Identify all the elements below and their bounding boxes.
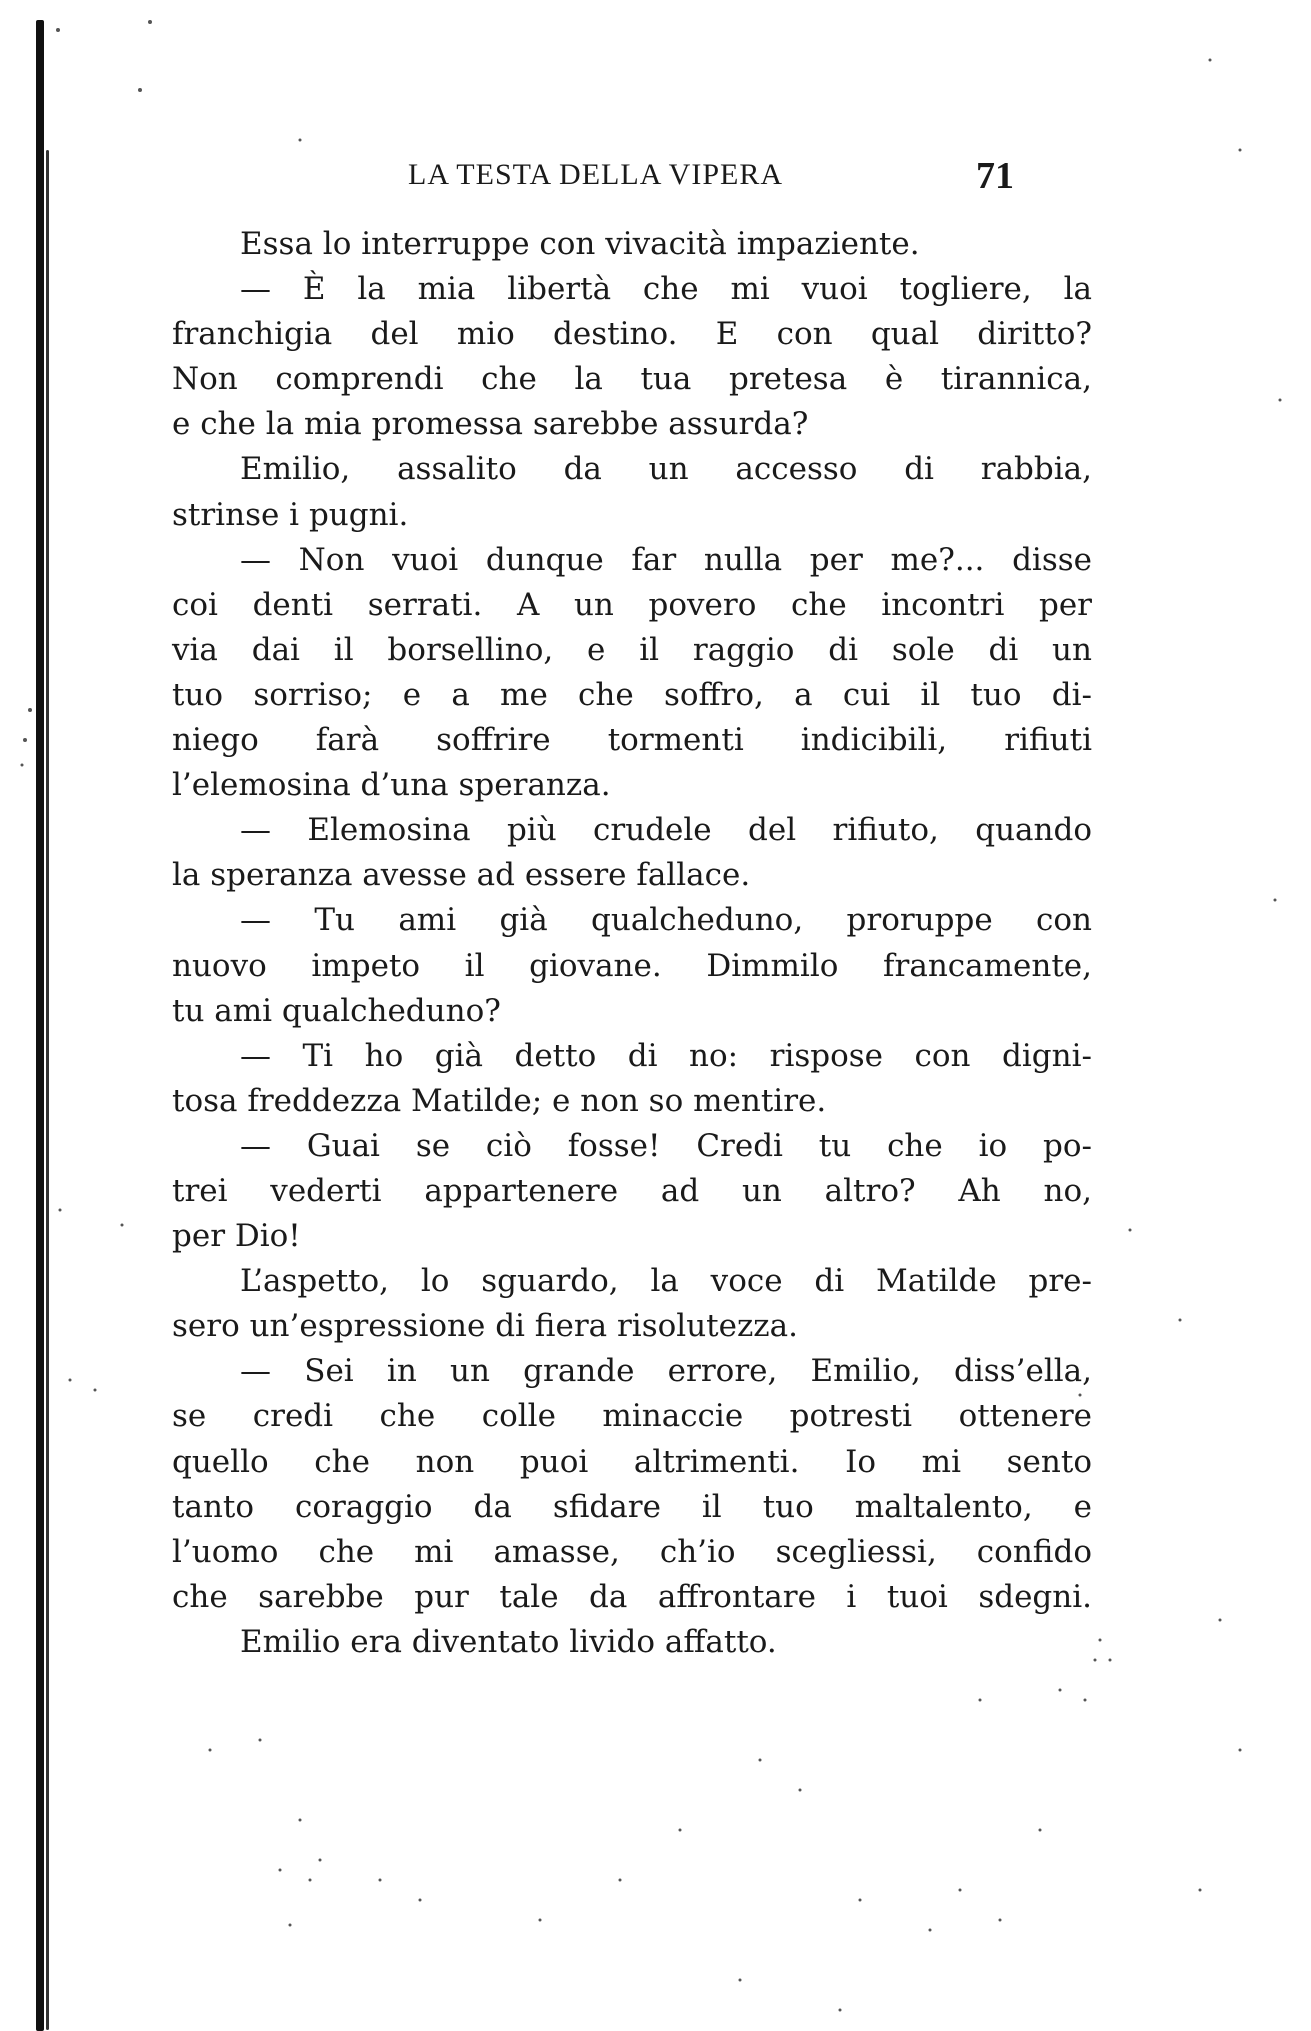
text-line: la speranza avesse ad essere fallace. bbox=[172, 857, 751, 894]
text-line: trei vederti appartenere ad un altro? Ah no, bbox=[172, 1172, 1092, 1209]
text-line: strinse i pugni. bbox=[172, 496, 409, 533]
text-line: via dai il borsellino, e il raggio di sole di un bbox=[172, 631, 1092, 668]
text-line: — Ti ho già detto di no: rispose con digni- bbox=[240, 1037, 1092, 1074]
text-line: quello che non puoi altrimenti. Io mi sento bbox=[172, 1443, 1092, 1480]
running-header-title: LA TESTA DELLA VIPERA bbox=[408, 158, 784, 191]
text-line: — Elemosina più crudele del rifiuto, quando bbox=[240, 812, 1092, 849]
text-line: — Sei in un grande errore, Emilio, diss’ella, bbox=[240, 1353, 1092, 1390]
text-line: niego farà soffrire tormenti indicibili, rifiuti bbox=[172, 722, 1092, 759]
text-line: Emilio era diventato livido affatto. bbox=[240, 1623, 777, 1660]
text-line: nuovo impeto il giovane. Dimmilo francamente, bbox=[172, 947, 1092, 984]
text-line: — È la mia libertà che mi vuoi togliere, la bbox=[240, 271, 1092, 308]
text-line: tanto coraggio da sfidare il tuo maltalento, e bbox=[172, 1488, 1092, 1525]
text-line: l’uomo che mi amasse, ch’io scegliessi, confido bbox=[172, 1533, 1092, 1570]
text-line: tosa freddezza Matilde; e non so mentire. bbox=[172, 1082, 827, 1119]
text-line: che sarebbe pur tale da affrontare i tuoi sdegni. bbox=[172, 1578, 1092, 1615]
text-line: e che la mia promessa sarebbe assurda? bbox=[172, 406, 809, 443]
text-line: Emilio, assalito da un accesso di rabbia, bbox=[240, 451, 1092, 488]
text-line: per Dio! bbox=[172, 1218, 301, 1255]
text-line: Non comprendi che la tua pretesa è tirannica, bbox=[172, 361, 1092, 398]
text-line: coi denti serrati. A un povero che incontri per bbox=[172, 586, 1092, 623]
text-line: — Guai se ciò fosse! Credi tu che io po- bbox=[240, 1127, 1092, 1164]
text-line: tu ami qualcheduno? bbox=[172, 992, 501, 1029]
text-line: L’aspetto, lo sguardo, la voce di Matilde pre- bbox=[240, 1263, 1092, 1300]
text-line: sero un’espressione di fiera risolutezza. bbox=[172, 1308, 798, 1345]
text-line: tuo sorriso; e a me che soffro, a cui il tuo di- bbox=[172, 676, 1092, 713]
text-line: se credi che colle minaccie potresti ottenere bbox=[172, 1398, 1092, 1435]
text-line: l’elemosina d’una speranza. bbox=[172, 767, 611, 804]
text-line: — Non vuoi dunque far nulla per me?... disse bbox=[240, 541, 1092, 578]
text-line: — Tu ami già qualcheduno, proruppe con bbox=[240, 902, 1092, 939]
text-line: franchigia del mio destino. E con qual diritto? bbox=[172, 316, 1092, 353]
text-line: Essa lo interruppe con vivacità impaziente. bbox=[240, 226, 920, 262]
page-number: 71 bbox=[976, 155, 1014, 197]
